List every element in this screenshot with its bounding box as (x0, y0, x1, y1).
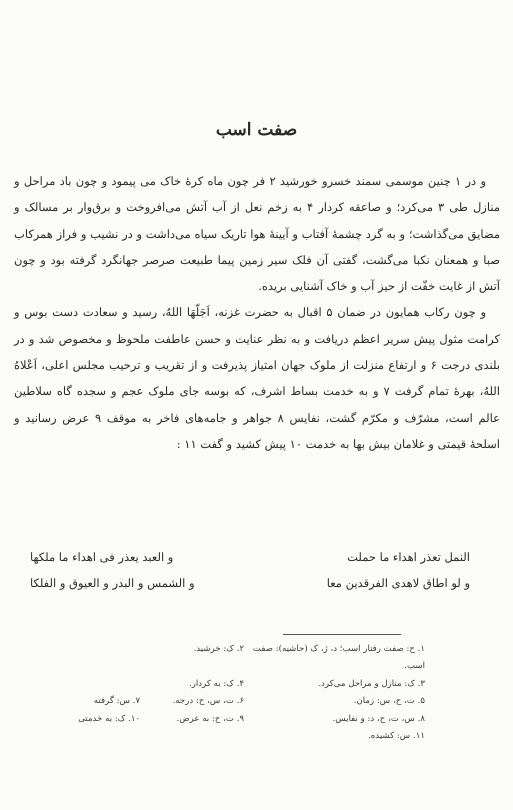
footnote: ۷. س: گرفته (93, 696, 141, 707)
footnote: ۴. ک: به کردار. (188, 678, 245, 689)
footnote: ۱. ح: صفت رفتار اسب؛ د، ژ، ک (حاشیه): صفت اسب. (252, 644, 425, 672)
footnote: ۱۰. ک: به خدمتی (78, 713, 141, 724)
footnote-row (40, 728, 425, 745)
paragraph: و چون رکاب همایون در ضمان ۵ اقبال به حضرت غزنه، اَجَلّهَا اللهُ، رسید و سعادت دست بوس و کرامت مثول پیش سریر اعظم دریافت و به نظر عنایت و حسن عاطفت ملحوظ و مخصوص شد و در بلندی درجت ۶ و ارتفاع منزلت از ملوک جهان امتیاز پذیرفت و از تقریب و ترحیب مجلس اعلی، اَعْلاهُ اللهُ، بهرهٔ تمام گرفت ۷ و به خدمت بساط اشرف، که بوسه جای ملوک عجم و سجده گاه سلاطین عالم است، مشرّف و مکرّم گشت، نفایس ۸ جواهر و جامه‌های فاخر به موقف ۹ عرض رسانید و اسلحهٔ قیمتی و غلامان بیش بها به خدمت ۱۰ پیش کشید و گفت ۱۱ : (14, 305, 501, 451)
footnote-row (40, 711, 425, 728)
footnote-row (40, 676, 425, 693)
footnote: ۵. ت، ح، س: زمان. (353, 696, 425, 707)
paragraph: و در ۱ چنین موسمی سمند خسرو خورشید ۲ فر چون ماه کرهٔ خاک می پیمود و چون باد مراحل و منازل طی ۳ می‌کرد؛ و صاعقه کردار ۴ به زخم نعل از آب آتش می‌افروخت و برق‌وار بر مسالک و مضایق می‌گذاشت؛ و به گرد چشمهٔ آفتاب و آیینهٔ هوا تاریک سیاه می‌داشت و در نشیب و فراز همرکاب صبا و همعنان نکبا می‌گشت، گفتی آن فلک سیر زمین پیما طبیعت صرصر جهانگرد گرفته بود و چون آتش از غایت خفّت از حیز آب و خاک آشنایی بریده. (14, 174, 500, 294)
poem-hemistich: النمل تعذر اهداء ما حملت (347, 550, 470, 564)
footnote: ۳. ک: منازل و مراحل می‌کرد. (318, 678, 425, 689)
footnote: ۲. ک: خرشید. (193, 644, 245, 654)
footnote (140, 728, 244, 745)
footnote-row (40, 693, 425, 710)
poem-hemistich: و الشمس و البدر و العیوق و الفلکا (30, 576, 195, 590)
poem-hemistich: و لو اطاق لاهدی الفرقدین معا (326, 576, 470, 590)
footnote: ۶. ت، س، ح: درجه. (172, 696, 245, 707)
footnote: ۱۱. س: کشیده. (368, 731, 425, 742)
footnote (40, 728, 140, 745)
section-title: صفت اسب (215, 120, 298, 140)
footnote (40, 641, 140, 676)
poem-verse (30, 544, 470, 570)
footnotes (40, 641, 425, 745)
footnote: ۸. س، ت، ح، د: و نفایس. (332, 713, 425, 724)
footnote (40, 676, 140, 693)
poem-hemistich: و العبد یعذر فی اهداء ما ملکها (30, 550, 174, 564)
footnote-row (40, 641, 425, 676)
poem-verse (30, 570, 470, 596)
body-text (14, 168, 500, 457)
arabic-poem (30, 544, 470, 596)
footnote-divider (283, 634, 401, 635)
footnote: ۹. ت، ح: به عرض. (176, 713, 245, 724)
